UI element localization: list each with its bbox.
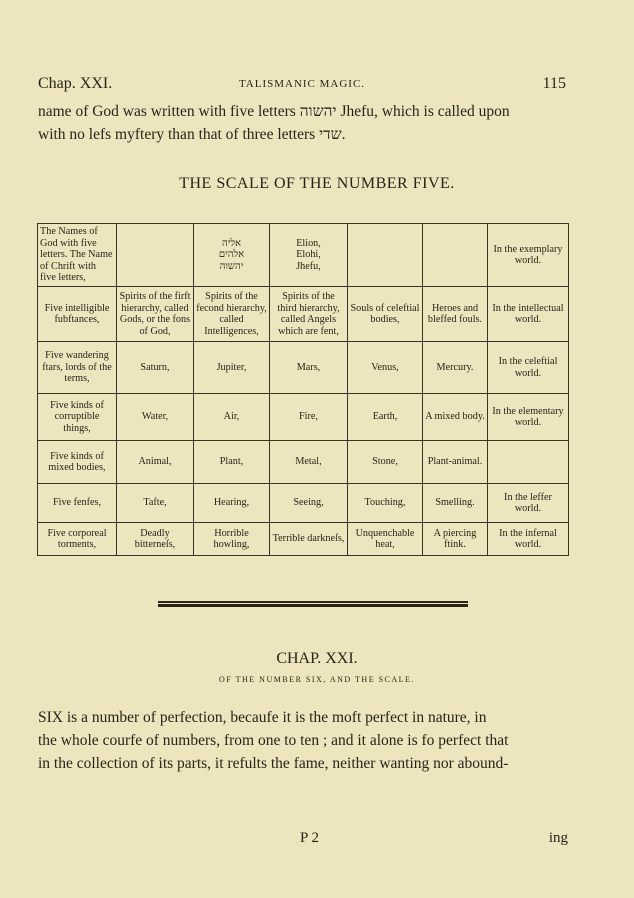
table-cell: In the elementary world. <box>488 394 569 441</box>
scale-row <box>38 484 569 523</box>
table-cell: Plant, <box>194 441 270 484</box>
scale-row <box>38 287 569 342</box>
page-footer <box>38 830 568 850</box>
scale-row <box>38 394 569 441</box>
table-cell: Touching, <box>348 484 423 523</box>
row-heading-cell: Five kinds of corruptible things, <box>38 394 117 441</box>
body-line-3: in the collection of its parts, it refults the fame, neither wanting nor abound- <box>38 755 509 772</box>
row-heading-cell: Five kinds of mixed bodies, <box>38 441 117 484</box>
running-title: TALISMANIC MAGIC. <box>238 78 366 90</box>
table-cell: A piercing ftink. <box>423 523 488 556</box>
table-cell: Heroes and bleffed fouls. <box>423 287 488 342</box>
table-cell: Deadly bitterneſs, <box>117 523 194 556</box>
scale-row <box>38 342 569 394</box>
ornamental-rule <box>158 601 468 607</box>
table-cell: Elion, Elohi, Jhefu, <box>270 224 348 287</box>
table-cell: In the leffer world. <box>488 484 569 523</box>
table-cell: Tafte, <box>117 484 194 523</box>
table-cell: Jupiter, <box>194 342 270 394</box>
body-line-1: SIX is a number of perfection, becaufe it is the moft perfect in nature, in <box>38 709 487 726</box>
chapter-title: CHAP. XXI. <box>276 650 358 667</box>
running-head <box>38 75 566 95</box>
body-line-2: the whole courfe of numbers, from one to ten ; and it alone is fo perfect that <box>38 732 509 749</box>
table-cell: Metal, <box>270 441 348 484</box>
table-cell: In the infernal world. <box>488 523 569 556</box>
table-cell: A mixed body. <box>423 394 488 441</box>
scale-row <box>38 441 569 484</box>
table-cell: אליה אלהים יהשוה <box>194 224 270 287</box>
table-cell: Spirits of the firft hierarchy, called Gods, or the fons of God, <box>117 287 194 342</box>
table-cell <box>488 441 569 484</box>
table-cell <box>423 224 488 287</box>
row-heading-cell: Five fenfes, <box>38 484 117 523</box>
table-cell: Stone, <box>348 441 423 484</box>
table-cell: Venus, <box>348 342 423 394</box>
table-cell: Unquenchable heat, <box>348 523 423 556</box>
scale-row <box>38 224 569 287</box>
table-cell: Hearing, <box>194 484 270 523</box>
chapter-label: Chap. XXI. <box>38 75 113 92</box>
table-cell: Horrible howling, <box>194 523 270 556</box>
table-cell: Souls of celeftial bodies, <box>348 287 423 342</box>
catchword: ing <box>548 830 568 846</box>
table-cell: Animal, <box>117 441 194 484</box>
table-cell: Spirits of the fecond hierarchy, called Intelligences, <box>194 287 270 342</box>
table-cell: Mars, <box>270 342 348 394</box>
scale-table <box>37 223 569 556</box>
intro-line-1: name of God was written with five letters יהשוה Jhefu, which is called upon <box>38 103 510 120</box>
table-cell: Water, <box>117 394 194 441</box>
row-heading-cell: Five intelligible fubftances, <box>38 287 117 342</box>
table-cell: Air, <box>194 394 270 441</box>
table-cell: Earth, <box>348 394 423 441</box>
chapter-subtitle: OF THE NUMBER SIX, AND THE SCALE. <box>219 675 415 684</box>
table-cell: In the intellectual world. <box>488 287 569 342</box>
scale-row <box>38 523 569 556</box>
table-cell: In the celeftial world. <box>488 342 569 394</box>
row-heading-cell: Five corporeal torments, <box>38 523 117 556</box>
table-cell: Fire, <box>270 394 348 441</box>
row-heading-cell: Five wandering ftars, lords of the terms, <box>38 342 117 394</box>
table-cell <box>348 224 423 287</box>
signature-mark: P 2 <box>300 830 320 846</box>
table-cell: Plant-animal. <box>423 441 488 484</box>
intro-line-2: with no lefs myftery than that of three letters שדי. <box>38 126 346 143</box>
table-cell: Smelling. <box>423 484 488 523</box>
table-cell: Mercury. <box>423 342 488 394</box>
table-cell: Saturn, <box>117 342 194 394</box>
table-cell <box>117 224 194 287</box>
table-cell: Spirits of the third hierarchy, called Angels which are fent, <box>270 287 348 342</box>
page-number: 115 <box>542 75 566 92</box>
row-heading-cell: The Names of God with five letters. The Name of Chrift with five letters, <box>38 224 117 287</box>
scale-title: THE SCALE OF THE NUMBER FIVE. <box>179 175 455 192</box>
table-cell: Seeing, <box>270 484 348 523</box>
table-cell: Terrible darkneſs, <box>270 523 348 556</box>
table-cell: In the exemplary world. <box>488 224 569 287</box>
